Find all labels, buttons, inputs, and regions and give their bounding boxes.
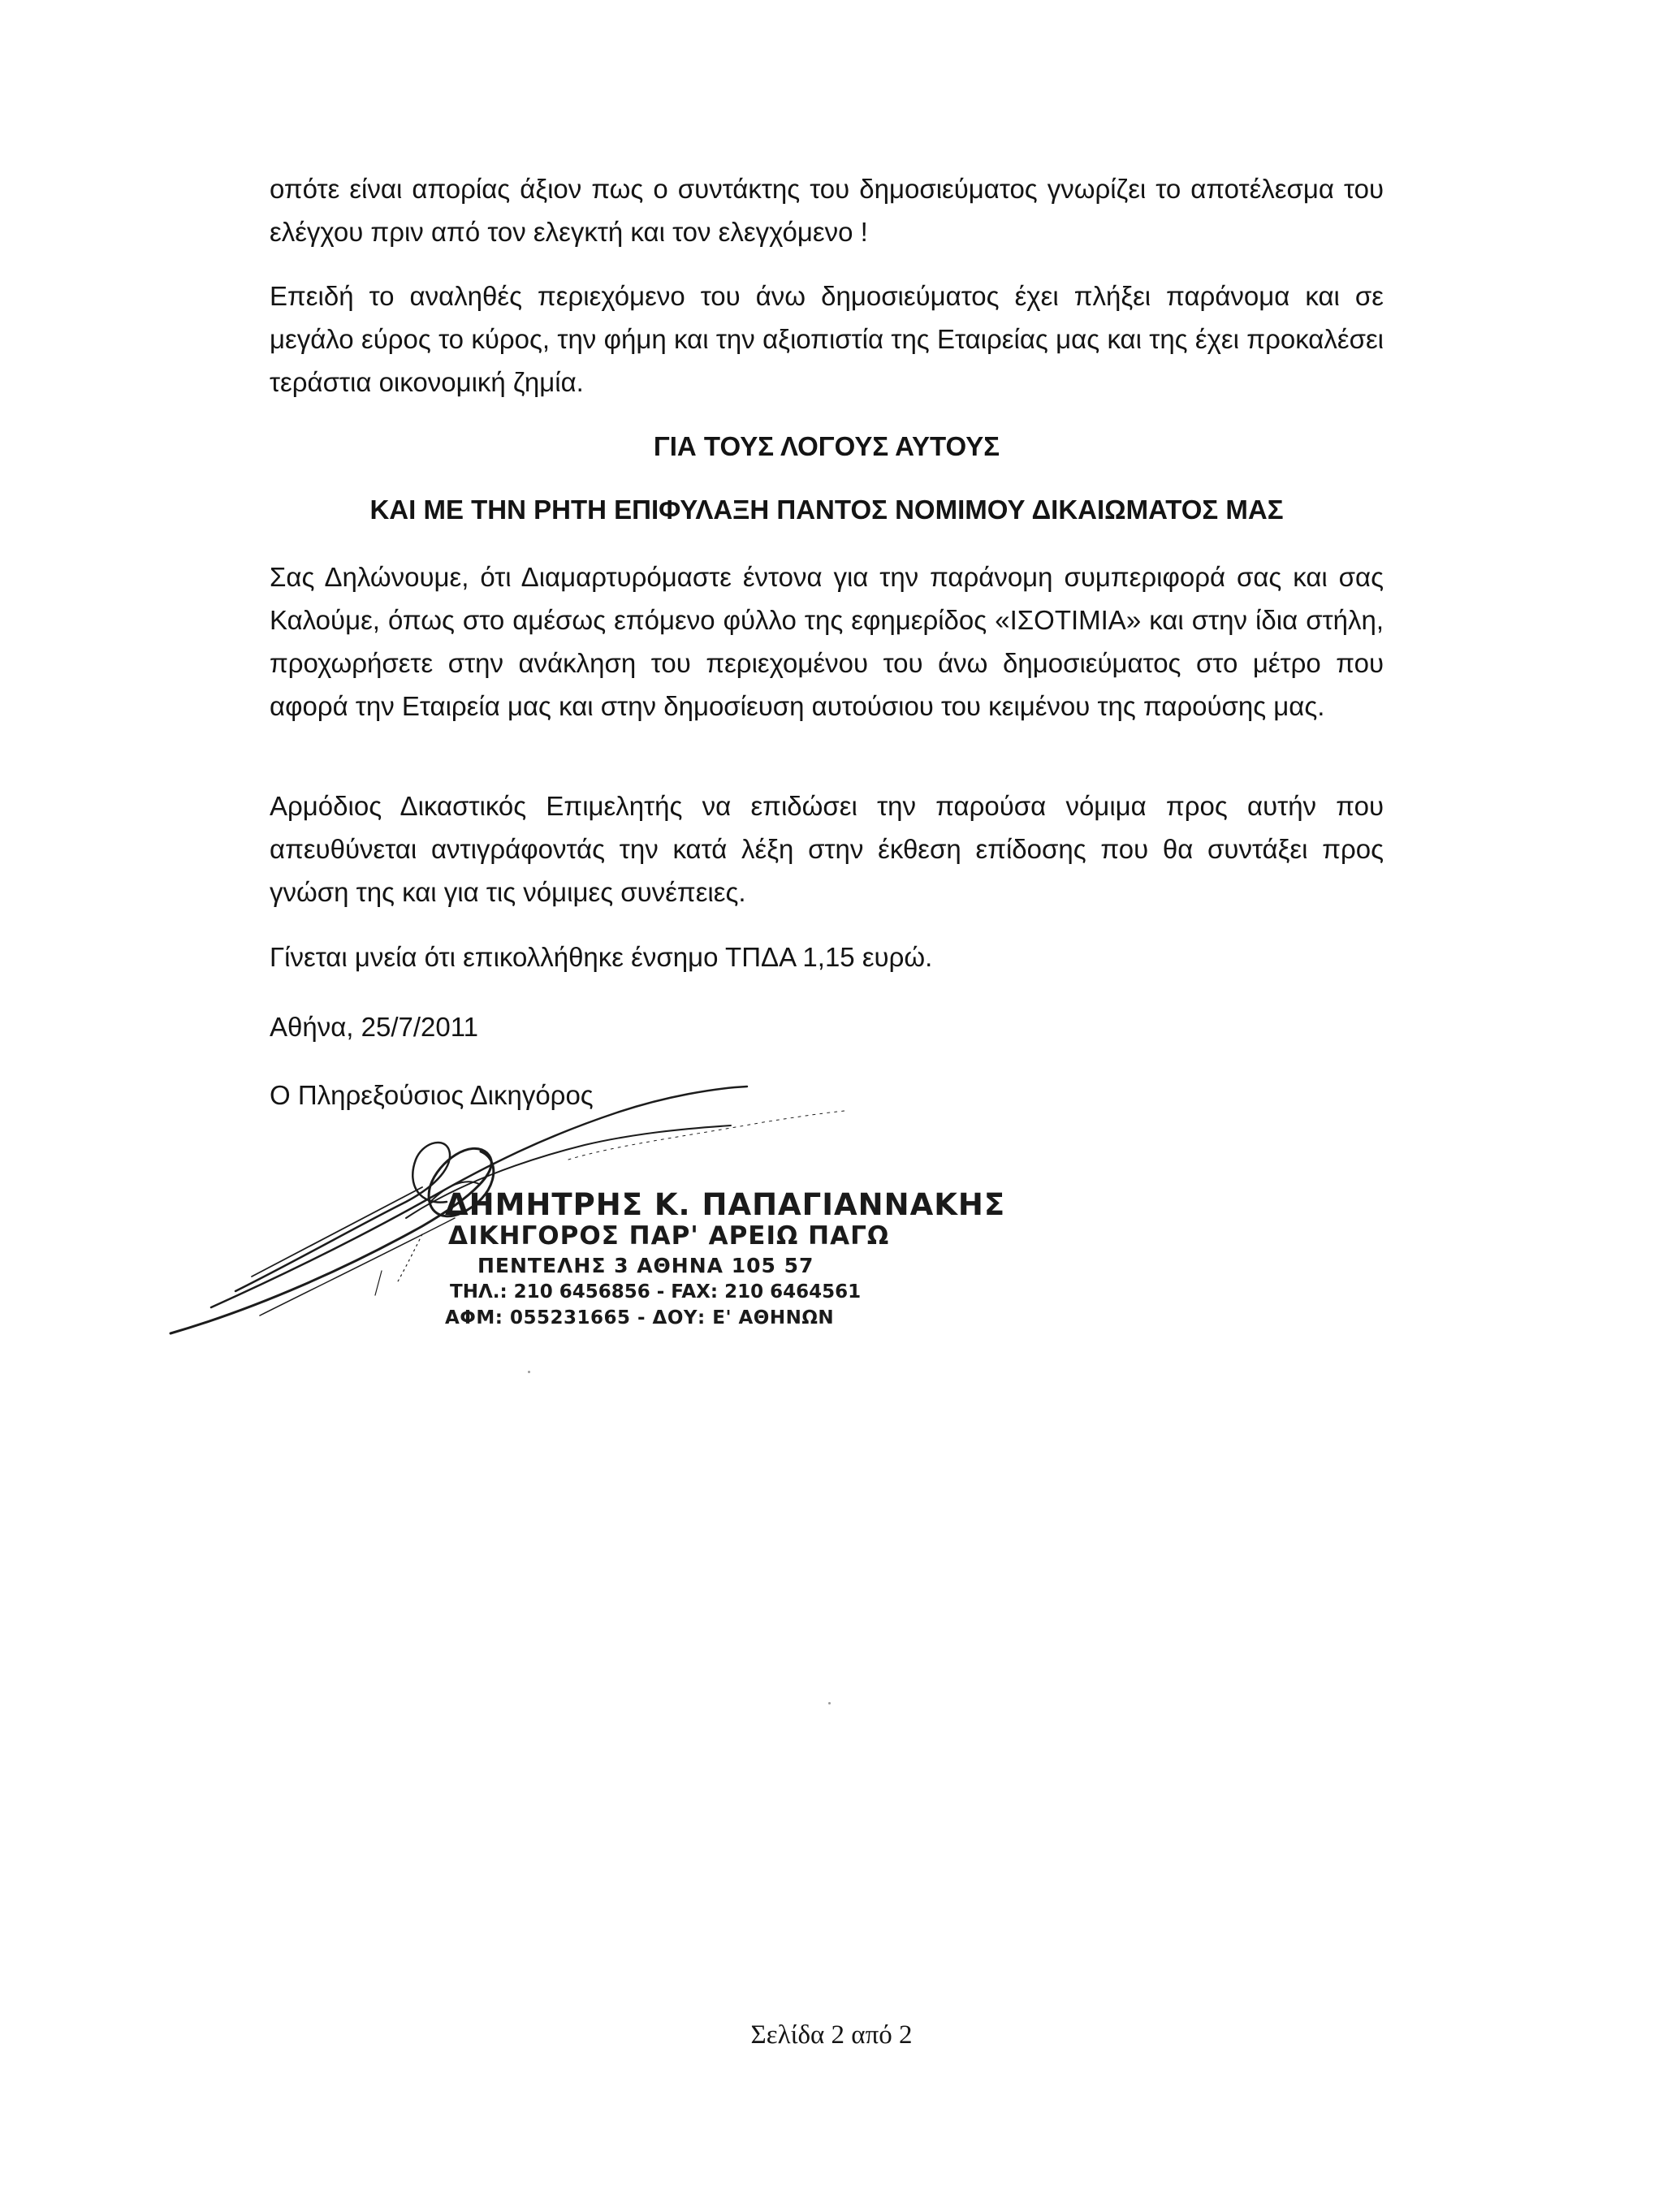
heading-for-these-reasons: ΓΙΑ ΤΟΥΣ ΛΟΓΟΥΣ ΑΥΤΟΥΣ (653, 431, 1000, 461)
stamp-lawyer-title: ΔΙΚΗΓΟΡΟΣ ΠΑΡ' ΑΡΕΙΩ ΠΑΓΩ (448, 1221, 890, 1251)
heading-reservation-of-rights: ΚΑΙ ΜΕ ΤΗΝ ΡΗΤΗ ΕΠΙΦΥΛΑΞΗ ΠΑΝΤΟΣ ΝΟΜΙΜΟΥ ΔΙΚΑΙΩΜΑΤΟΣ ΜΑΣ (369, 495, 1284, 525)
paragraph-protest-and-request: Σας Δηλώνουμε, ότι Διαμαρτυρόμαστε έντονα για την παράνομη συμπεριφορά σας και σας Καλούμε, όπως στο αμέσως επόμενο φύλλο της εφημερίδος «ΙΣΟΤΙΜΙΑ» και στην ίδια στήλη, προχωρήσετε στην ανάκληση του περιεχομένου του άνω δημοσιεύματος στο μέτρο που αφορά την Εταιρεία μας και στην δημοσίευση αυτούσιου του κειμένου της παρούσης μας. (270, 562, 1384, 721)
stamp-phone-fax: ΤΗΛ.: 210 6456856 - FAX: 210 6464561 (450, 1281, 862, 1303)
stamp-lawyer-name: ΔΗΜΗΤΡΗΣ Κ. ΠΑΠΑΓΙΑΝΝΑΚΗΣ (445, 1187, 1006, 1222)
scan-speck (528, 1371, 530, 1373)
stamp-tax-id: ΑΦΜ: 055231665 - ΔΟΥ: Ε' ΑΘΗΝΩΝ (445, 1307, 835, 1328)
date-line: Αθήνα, 25/7/2011 (270, 1012, 478, 1042)
page-number-footer: Σελίδα 2 από 2 (750, 2020, 913, 2050)
paragraph-stamp-duty: Γίνεται μνεία ότι επικολλήθηκε ένσημο ΤΠΔΑ 1,15 ευρώ. (270, 942, 933, 972)
scan-speck (828, 1702, 831, 1704)
paragraph-bailiff-instruction: Αρμόδιος Δικαστικός Επιμελητής να επιδώσει την παρούσα νόμιμα προς αυτήν που απευθύνεται αντιγράφοντάς την κατά λέξη στην έκθεση επίδοσης που θα συντάξει προς γνώση της και για τις νόμιμες συνέπειες. (270, 791, 1384, 907)
stamp-address: ΠΕΝΤΕΛΗΣ 3 ΑΘΗΝΑ 105 57 (477, 1254, 814, 1277)
signatory-label: Ο Πληρεξούσιος Δικηγόρος (270, 1080, 594, 1110)
paragraph-audit-outcome: οπότε είναι απορίας άξιον πως ο συντάκτης του δημοσιεύματος γνωρίζει το αποτέλεσμα του ελέγχου πριν από τον ελεγκτή και τον ελεγχόμενο ! (270, 174, 1384, 247)
paragraph-damage-claim: Επειδή το αναληθές περιεχόμενο του άνω δημοσιεύματος έχει πλήξει παράνομα και σε μεγάλο εύρος το κύρος, την φήμη και την αξιοπιστία της Εταιρείας μας και της έχει προκαλέσει τεράστια οικονομική ζημία. (270, 281, 1384, 397)
